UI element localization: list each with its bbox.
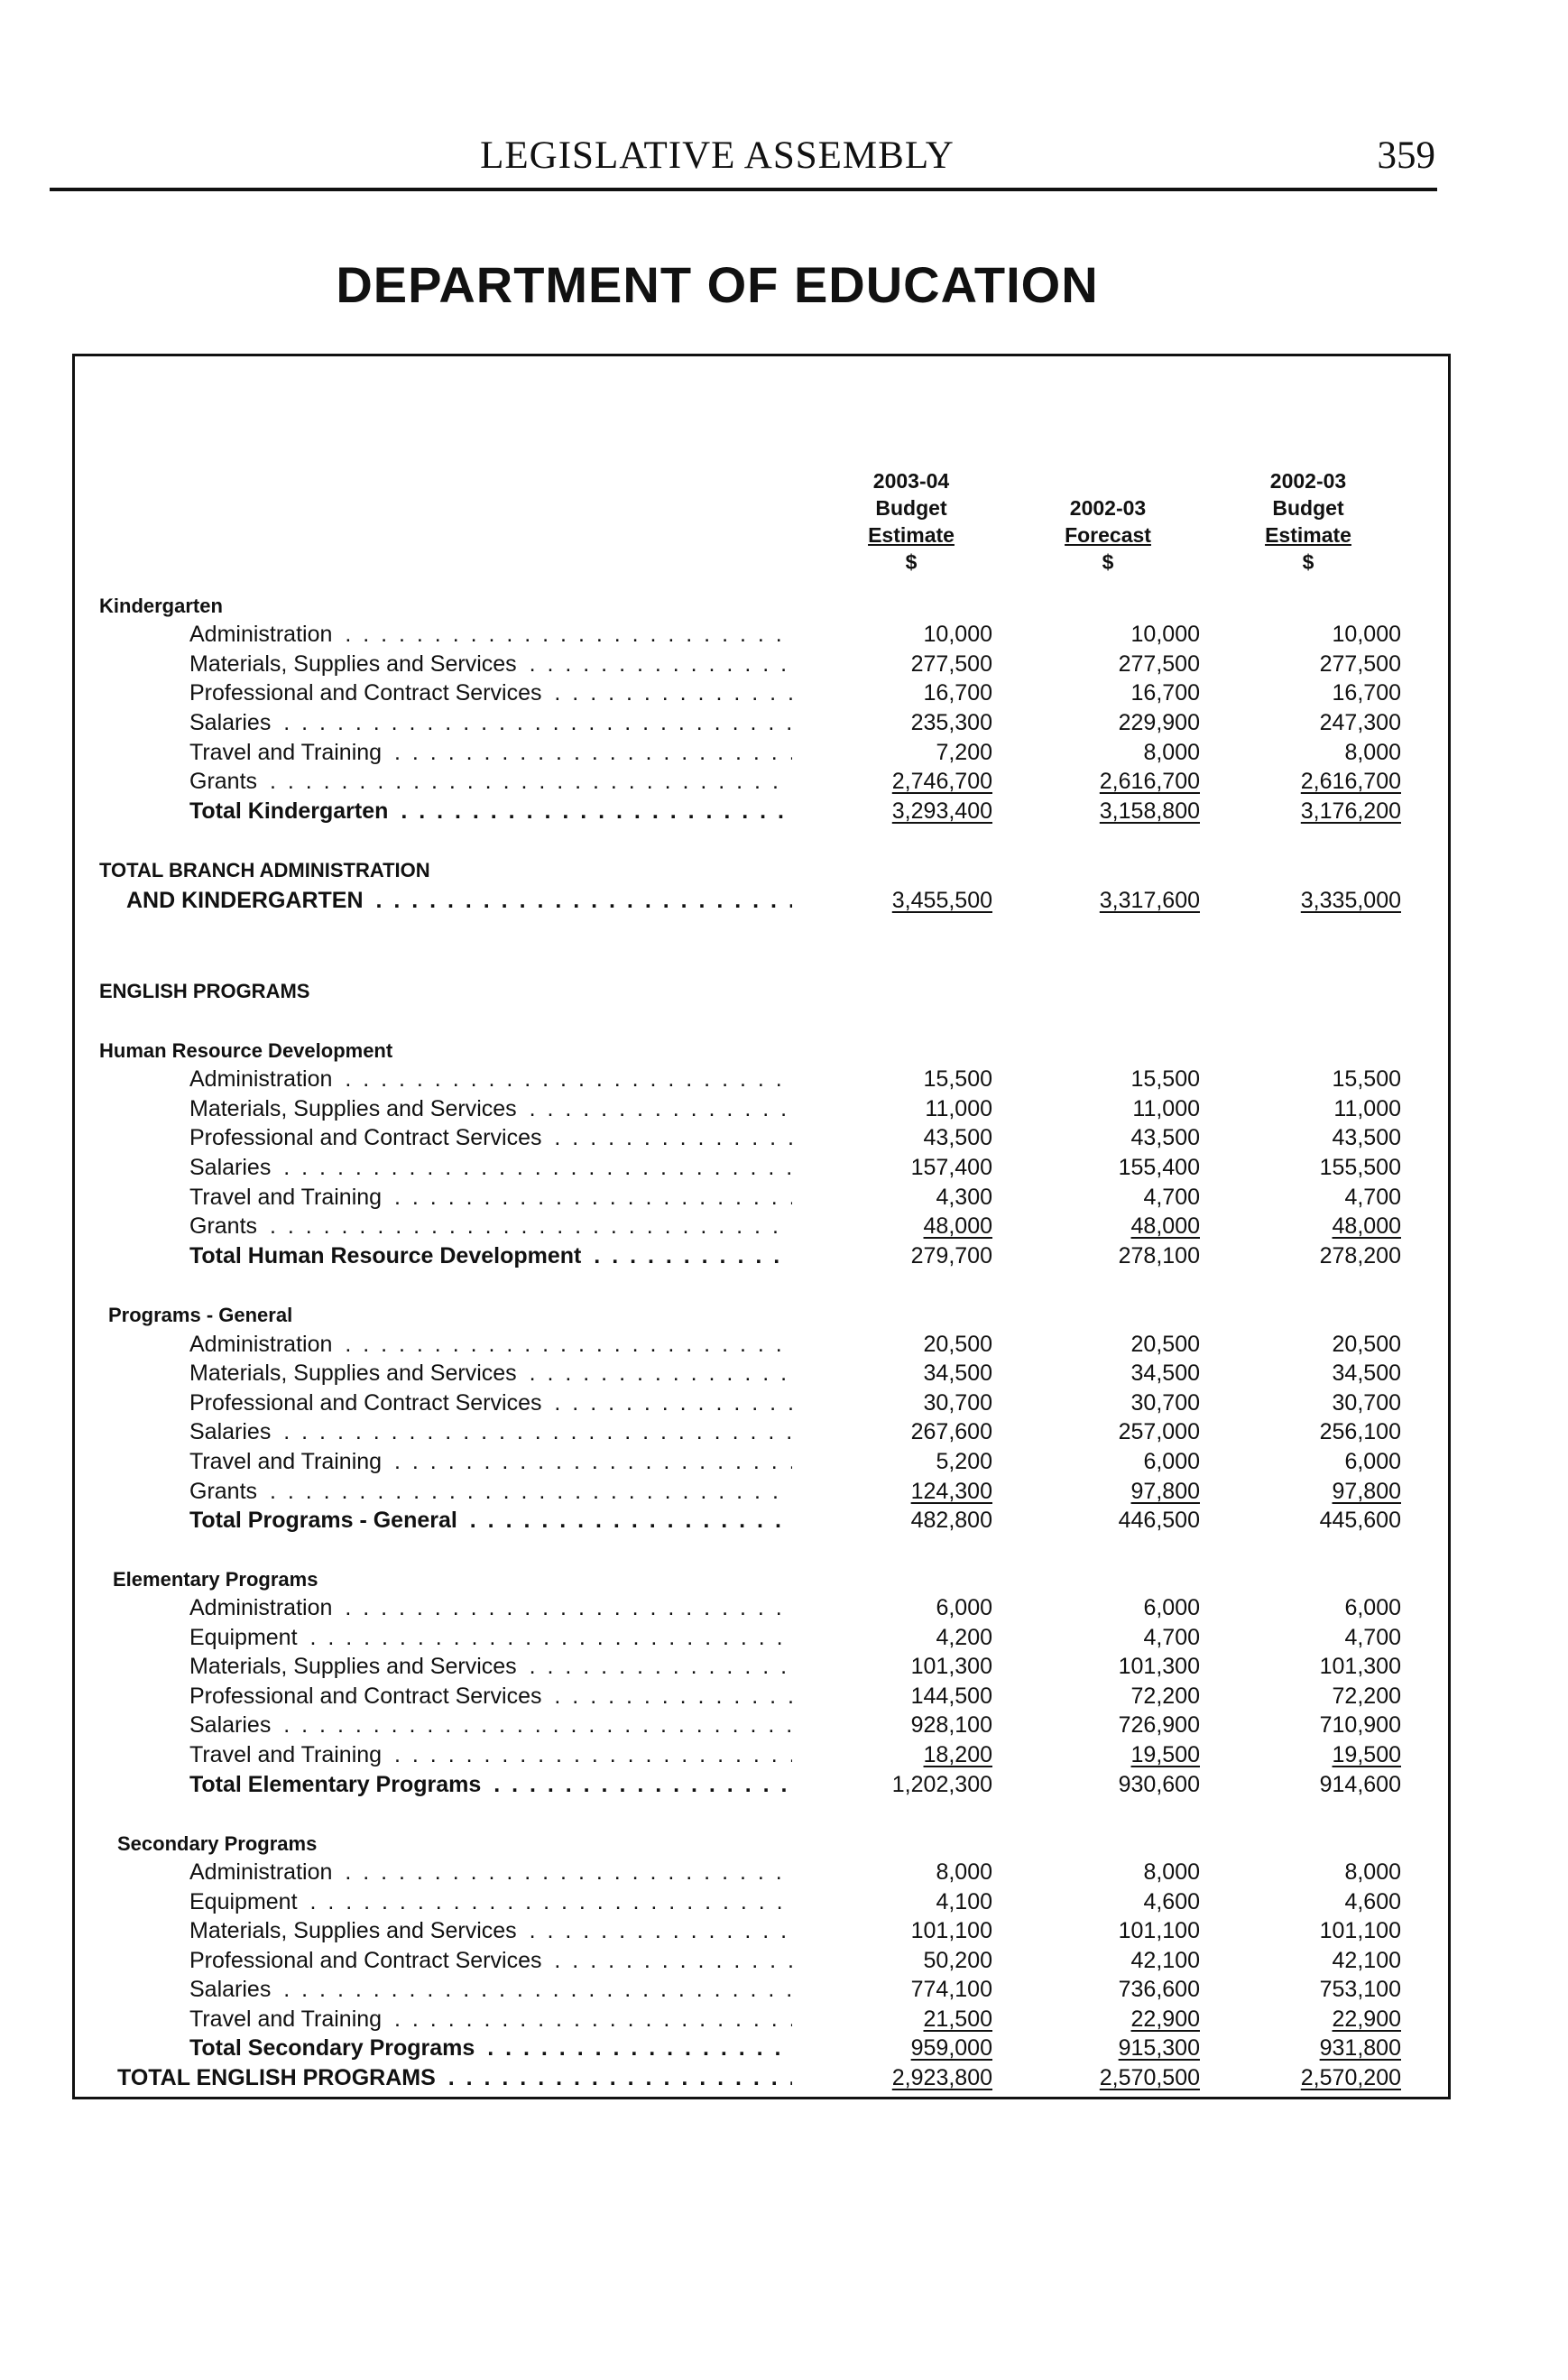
amount-cell: 4,700 — [1344, 1185, 1401, 1210]
amount-cell: 6,000 — [1344, 1449, 1401, 1474]
line-item-row — [0, 1359, 1568, 1388]
amount-cell: 8,000 — [936, 1859, 992, 1885]
section-heading-row — [0, 1036, 1568, 1065]
row-label — [189, 1153, 792, 1183]
amount-cell: 97,800 — [1130, 1479, 1200, 1504]
row-label — [189, 1094, 792, 1124]
amount-cell: 20,500 — [1332, 1332, 1401, 1357]
amount-cell: 50,200 — [923, 1948, 992, 1973]
column-header-line1: 2002-03 — [1269, 469, 1347, 493]
amount-cell: 482,800 — [910, 1508, 992, 1533]
row-label-text: Programs - General — [108, 1304, 296, 1326]
amount-cell: 277,500 — [1319, 651, 1401, 677]
amount-cell: 10,000 — [923, 622, 992, 647]
total-row — [0, 886, 1568, 916]
line-item-row — [0, 1447, 1568, 1477]
row-label — [189, 1447, 792, 1477]
amount-cell: 4,700 — [1344, 1625, 1401, 1650]
row-label-text: Equipment — [189, 1889, 301, 1914]
row-label-text: AND KINDERGARTEN — [126, 888, 367, 913]
amount-cell: 42,100 — [1130, 1948, 1200, 1973]
row-label-text: Human Resource Development — [99, 1039, 396, 1062]
row-label-text: ENGLISH PROGRAMS — [99, 980, 313, 1002]
amount-cell: 959,000 — [910, 2035, 992, 2061]
amount-cell: 144,500 — [910, 1684, 992, 1709]
amount-cell: 43,500 — [1332, 1125, 1401, 1150]
amount-cell: 22,900 — [1332, 2006, 1401, 2032]
row-label — [189, 650, 792, 679]
row-label-text: Elementary Programs — [113, 1568, 321, 1591]
amount-cell: 2,923,800 — [891, 2065, 992, 2090]
section-heading-row — [0, 1564, 1568, 1594]
row-label-text: Materials, Supplies and Services — [189, 1918, 521, 1943]
line-item-row — [0, 1975, 1568, 2005]
amount-cell: 42,100 — [1332, 1948, 1401, 1973]
amount-cell: 48,000 — [923, 1213, 992, 1239]
row-label-text: Travel and Training — [189, 740, 385, 765]
department-title: DEPARTMENT OF EDUCATION — [336, 256, 1099, 313]
column-header-line1: 2003-04 — [872, 469, 950, 493]
amount-cell: 7,200 — [936, 740, 992, 765]
row-label-text: Administration — [189, 1066, 336, 1092]
amount-cell: 229,900 — [1118, 710, 1200, 735]
amount-cell: 34,500 — [1130, 1361, 1200, 1386]
total-row — [0, 1506, 1568, 1536]
row-label — [189, 1417, 792, 1447]
row-label — [189, 738, 792, 768]
amount-cell: 11,000 — [1132, 1096, 1200, 1121]
row-label-text: Administration — [189, 1859, 336, 1885]
line-item-row — [0, 1740, 1568, 1770]
amount-cell: 101,300 — [910, 1654, 992, 1679]
row-label-text: Materials, Supplies and Services — [189, 651, 521, 677]
amount-cell: 4,100 — [936, 1889, 992, 1914]
row-label — [126, 886, 792, 916]
amount-cell: 2,746,700 — [891, 769, 992, 794]
amount-cell: 6,000 — [1143, 1595, 1200, 1620]
row-label-text: Equipment — [189, 1625, 301, 1650]
row-label-text: Salaries — [189, 1419, 274, 1444]
amount-cell: 4,600 — [1344, 1889, 1401, 1914]
amount-cell: 48,000 — [1130, 1213, 1200, 1239]
row-label — [189, 1506, 792, 1536]
row-label — [189, 1241, 792, 1271]
row-label — [189, 1359, 792, 1388]
amount-cell: 15,500 — [1130, 1066, 1200, 1092]
row-label-text: Secondary Programs — [117, 1832, 320, 1855]
amount-cell: 11,000 — [925, 1096, 992, 1121]
amount-cell: 931,800 — [1319, 2035, 1401, 2061]
line-item-row — [0, 1330, 1568, 1360]
page-header-title: LEGISLATIVE ASSEMBLY — [480, 134, 955, 177]
amount-cell: 34,500 — [923, 1361, 992, 1386]
column-header-unit: $ — [905, 550, 918, 574]
section-heading-row — [0, 1300, 1568, 1330]
amount-cell: 72,200 — [1332, 1684, 1401, 1709]
amount-cell: 267,600 — [910, 1419, 992, 1444]
amount-cell: 21,500 — [923, 2006, 992, 2032]
column-header-line2: Budget — [1272, 496, 1344, 520]
amount-cell: 2,616,700 — [1099, 769, 1200, 794]
line-item-row — [0, 1183, 1568, 1213]
line-item-row — [0, 1153, 1568, 1183]
column-header-unit: $ — [1102, 550, 1114, 574]
line-item-row — [0, 738, 1568, 768]
amount-cell: 278,100 — [1118, 1243, 1200, 1268]
row-label-text: Materials, Supplies and Services — [189, 1096, 521, 1121]
row-label — [189, 1330, 792, 1360]
amount-cell: 915,300 — [1118, 2035, 1200, 2061]
line-item-row — [0, 1123, 1568, 1153]
row-label-text: Travel and Training — [189, 1449, 385, 1474]
row-label-text: TOTAL BRANCH ADMINISTRATION — [99, 859, 434, 881]
row-label-text: Total Human Resource Development — [189, 1243, 585, 1268]
column-header-line3: Estimate — [1265, 523, 1351, 547]
amount-cell: 2,570,500 — [1099, 2065, 1200, 2090]
row-label-text: Professional and Contract Services — [189, 1684, 545, 1709]
amount-cell: 2,616,700 — [1300, 769, 1401, 794]
line-item-row — [0, 767, 1568, 797]
row-label — [189, 1770, 792, 1800]
amount-cell: 278,200 — [1319, 1243, 1401, 1268]
line-item-row — [0, 1417, 1568, 1447]
amount-cell: 4,700 — [1143, 1625, 1200, 1650]
line-item-row — [0, 1652, 1568, 1682]
amount-cell: 774,100 — [910, 1977, 992, 2002]
row-label — [189, 1652, 792, 1682]
total-row — [0, 1241, 1568, 1271]
line-item-row — [0, 1887, 1568, 1917]
row-label-text: Administration — [189, 622, 336, 647]
row-label-text: Total Secondary Programs — [189, 2035, 478, 2061]
amount-cell: 124,300 — [910, 1479, 992, 1504]
line-item-row — [0, 1711, 1568, 1740]
row-label — [189, 1593, 792, 1623]
amount-cell: 43,500 — [1130, 1125, 1200, 1150]
row-label — [189, 1388, 792, 1418]
total-row — [0, 2063, 1568, 2093]
row-label-text: Travel and Training — [189, 1742, 385, 1767]
row-label-text: Travel and Training — [189, 1185, 385, 1210]
line-item-row — [0, 1858, 1568, 1887]
amount-cell: 20,500 — [923, 1332, 992, 1357]
row-label-text: Professional and Contract Services — [189, 1125, 545, 1150]
line-item-row — [0, 708, 1568, 738]
row-label — [189, 797, 792, 826]
amount-cell: 4,300 — [936, 1185, 992, 1210]
amount-cell: 445,600 — [1319, 1508, 1401, 1533]
section-heading-row — [0, 855, 1568, 885]
row-label-text: Administration — [189, 1332, 336, 1357]
amount-cell: 6,000 — [1143, 1449, 1200, 1474]
line-item-row — [0, 620, 1568, 650]
row-label — [189, 1682, 792, 1711]
row-label — [189, 1065, 792, 1094]
row-label — [117, 1829, 792, 1859]
amount-cell: 157,400 — [910, 1155, 992, 1180]
amount-cell: 277,500 — [1118, 651, 1200, 677]
row-label — [189, 708, 792, 738]
row-label — [189, 1858, 792, 1887]
amount-cell: 256,100 — [1319, 1419, 1401, 1444]
row-label-text: Salaries — [189, 1712, 274, 1738]
total-row — [0, 797, 1568, 826]
amount-cell: 30,700 — [1130, 1390, 1200, 1416]
amount-cell: 8,000 — [1344, 1859, 1401, 1885]
amount-cell: 930,600 — [1118, 1772, 1200, 1797]
row-label-text: Materials, Supplies and Services — [189, 1361, 521, 1386]
line-item-row — [0, 1946, 1568, 1976]
row-label-text: Total Kindergarten — [189, 798, 392, 824]
amount-cell: 10,000 — [1332, 622, 1401, 647]
column-header-2003-04-budget-estimate — [812, 467, 1010, 576]
row-label — [99, 591, 792, 621]
section-heading-row — [0, 976, 1568, 1006]
amount-cell: 753,100 — [1319, 1977, 1401, 2002]
amount-cell: 3,158,800 — [1099, 798, 1200, 824]
line-item-row — [0, 1388, 1568, 1418]
amount-cell: 3,176,200 — [1300, 798, 1401, 824]
amount-cell: 1,202,300 — [891, 1772, 992, 1797]
amount-cell: 11,000 — [1333, 1096, 1401, 1121]
line-item-row — [0, 1094, 1568, 1124]
amount-cell: 8,000 — [1143, 1859, 1200, 1885]
line-item-row — [0, 1593, 1568, 1623]
row-label — [117, 2063, 792, 2093]
row-label-text: Salaries — [189, 1155, 274, 1180]
amount-cell: 6,000 — [936, 1595, 992, 1620]
amount-cell: 4,700 — [1143, 1185, 1200, 1210]
amount-cell: 3,293,400 — [891, 798, 992, 824]
row-label — [189, 1623, 792, 1653]
amount-cell: 3,335,000 — [1300, 888, 1401, 913]
row-label — [189, 1946, 792, 1976]
amount-cell: 19,500 — [1332, 1742, 1401, 1767]
row-label-text: Grants — [189, 1213, 261, 1239]
column-header-line3: Forecast — [1065, 523, 1151, 547]
amount-cell: 235,300 — [910, 710, 992, 735]
row-label-text: Total Elementary Programs — [189, 1772, 484, 1797]
row-label-text: Professional and Contract Services — [189, 680, 545, 706]
amount-cell: 43,500 — [923, 1125, 992, 1150]
column-header-line3: Estimate — [868, 523, 955, 547]
row-label — [99, 855, 792, 885]
amount-cell: 16,700 — [923, 680, 992, 706]
row-label — [189, 1916, 792, 1946]
amount-cell: 3,455,500 — [891, 888, 992, 913]
row-label — [189, 1477, 792, 1507]
page-number: 359 — [1377, 134, 1435, 177]
row-label — [189, 1711, 792, 1740]
row-label-text: Professional and Contract Services — [189, 1390, 545, 1416]
amount-cell: 30,700 — [923, 1390, 992, 1416]
line-item-row — [0, 1477, 1568, 1507]
line-item-row — [0, 1623, 1568, 1653]
amount-cell: 247,300 — [1319, 710, 1401, 735]
amount-cell: 3,317,600 — [1099, 888, 1200, 913]
row-label-text: Materials, Supplies and Services — [189, 1654, 521, 1679]
row-label — [113, 1564, 792, 1594]
amount-cell: 18,200 — [923, 1742, 992, 1767]
amount-cell: 4,600 — [1143, 1889, 1200, 1914]
amount-cell: 16,700 — [1332, 680, 1401, 706]
row-label — [189, 1740, 792, 1770]
row-label — [189, 2005, 792, 2034]
row-label-text: Professional and Contract Services — [189, 1948, 545, 1973]
amount-cell: 15,500 — [1332, 1066, 1401, 1092]
row-label-text: Administration — [189, 1595, 336, 1620]
row-label-text: Salaries — [189, 1977, 274, 2002]
row-label — [189, 678, 792, 708]
section-heading-row — [0, 591, 1568, 621]
amount-cell: 257,000 — [1118, 1419, 1200, 1444]
amount-cell: 101,300 — [1118, 1654, 1200, 1679]
row-label — [108, 1300, 792, 1330]
amount-cell: 101,100 — [1118, 1918, 1200, 1943]
line-item-row — [0, 1212, 1568, 1241]
amount-cell: 22,900 — [1130, 2006, 1200, 2032]
total-row — [0, 1770, 1568, 1800]
amount-cell: 277,500 — [910, 651, 992, 677]
row-label — [189, 1212, 792, 1241]
amount-cell: 736,600 — [1118, 1977, 1200, 2002]
amount-cell: 34,500 — [1332, 1361, 1401, 1386]
amount-cell: 101,100 — [910, 1918, 992, 1943]
total-row — [0, 2034, 1568, 2063]
amount-cell: 155,400 — [1118, 1155, 1200, 1180]
row-label-text: Kindergarten — [99, 595, 226, 617]
column-header-2002-03-forecast — [1009, 467, 1207, 576]
amount-cell: 5,200 — [936, 1449, 992, 1474]
amount-cell: 20,500 — [1130, 1332, 1200, 1357]
amount-cell: 6,000 — [1344, 1595, 1401, 1620]
column-header-unit: $ — [1302, 550, 1314, 574]
row-label — [189, 1123, 792, 1153]
row-label-text: Grants — [189, 769, 261, 794]
line-item-row — [0, 1916, 1568, 1946]
amount-cell: 10,000 — [1130, 622, 1200, 647]
row-label — [189, 1975, 792, 2005]
amount-cell: 446,500 — [1118, 1508, 1200, 1533]
line-item-row — [0, 650, 1568, 679]
row-label-text: TOTAL ENGLISH PROGRAMS — [117, 2065, 439, 2090]
row-label — [189, 1887, 792, 1917]
row-label-text: Salaries — [189, 710, 274, 735]
line-item-row — [0, 2005, 1568, 2034]
line-item-row — [0, 1682, 1568, 1711]
row-label — [189, 767, 792, 797]
section-heading-row — [0, 1829, 1568, 1859]
amount-cell: 279,700 — [910, 1243, 992, 1268]
column-header-line1 — [1009, 467, 1207, 494]
header-rule — [50, 188, 1437, 191]
amount-cell: 15,500 — [923, 1066, 992, 1092]
row-label — [189, 1183, 792, 1213]
row-label — [189, 620, 792, 650]
row-label-text: Total Programs - General — [189, 1508, 461, 1533]
amount-cell: 101,100 — [1319, 1918, 1401, 1943]
row-label — [99, 976, 792, 1006]
row-label-text: Grants — [189, 1479, 261, 1504]
row-label — [189, 2034, 792, 2063]
row-label — [99, 1036, 792, 1065]
line-item-row — [0, 678, 1568, 708]
amount-cell: 101,300 — [1319, 1654, 1401, 1679]
line-item-row — [0, 1065, 1568, 1094]
column-header-line2: Budget — [875, 496, 947, 520]
amount-cell: 2,570,200 — [1300, 2065, 1401, 2090]
amount-cell: 19,500 — [1130, 1742, 1200, 1767]
amount-cell: 928,100 — [910, 1712, 992, 1738]
amount-cell: 72,200 — [1130, 1684, 1200, 1709]
amount-cell: 16,700 — [1130, 680, 1200, 706]
amount-cell: 48,000 — [1332, 1213, 1401, 1239]
column-header-line2: 2002-03 — [1069, 496, 1147, 520]
amount-cell: 4,200 — [936, 1625, 992, 1650]
row-label-text: Travel and Training — [189, 2006, 385, 2032]
amount-cell: 914,600 — [1319, 1772, 1401, 1797]
amount-cell: 8,000 — [1344, 740, 1401, 765]
amount-cell: 97,800 — [1332, 1479, 1401, 1504]
amount-cell: 710,900 — [1319, 1712, 1401, 1738]
amount-cell: 8,000 — [1143, 740, 1200, 765]
column-header-2002-03-budget-estimate — [1209, 467, 1407, 576]
amount-cell: 155,500 — [1319, 1155, 1401, 1180]
amount-cell: 726,900 — [1118, 1712, 1200, 1738]
amount-cell: 30,700 — [1332, 1390, 1401, 1416]
